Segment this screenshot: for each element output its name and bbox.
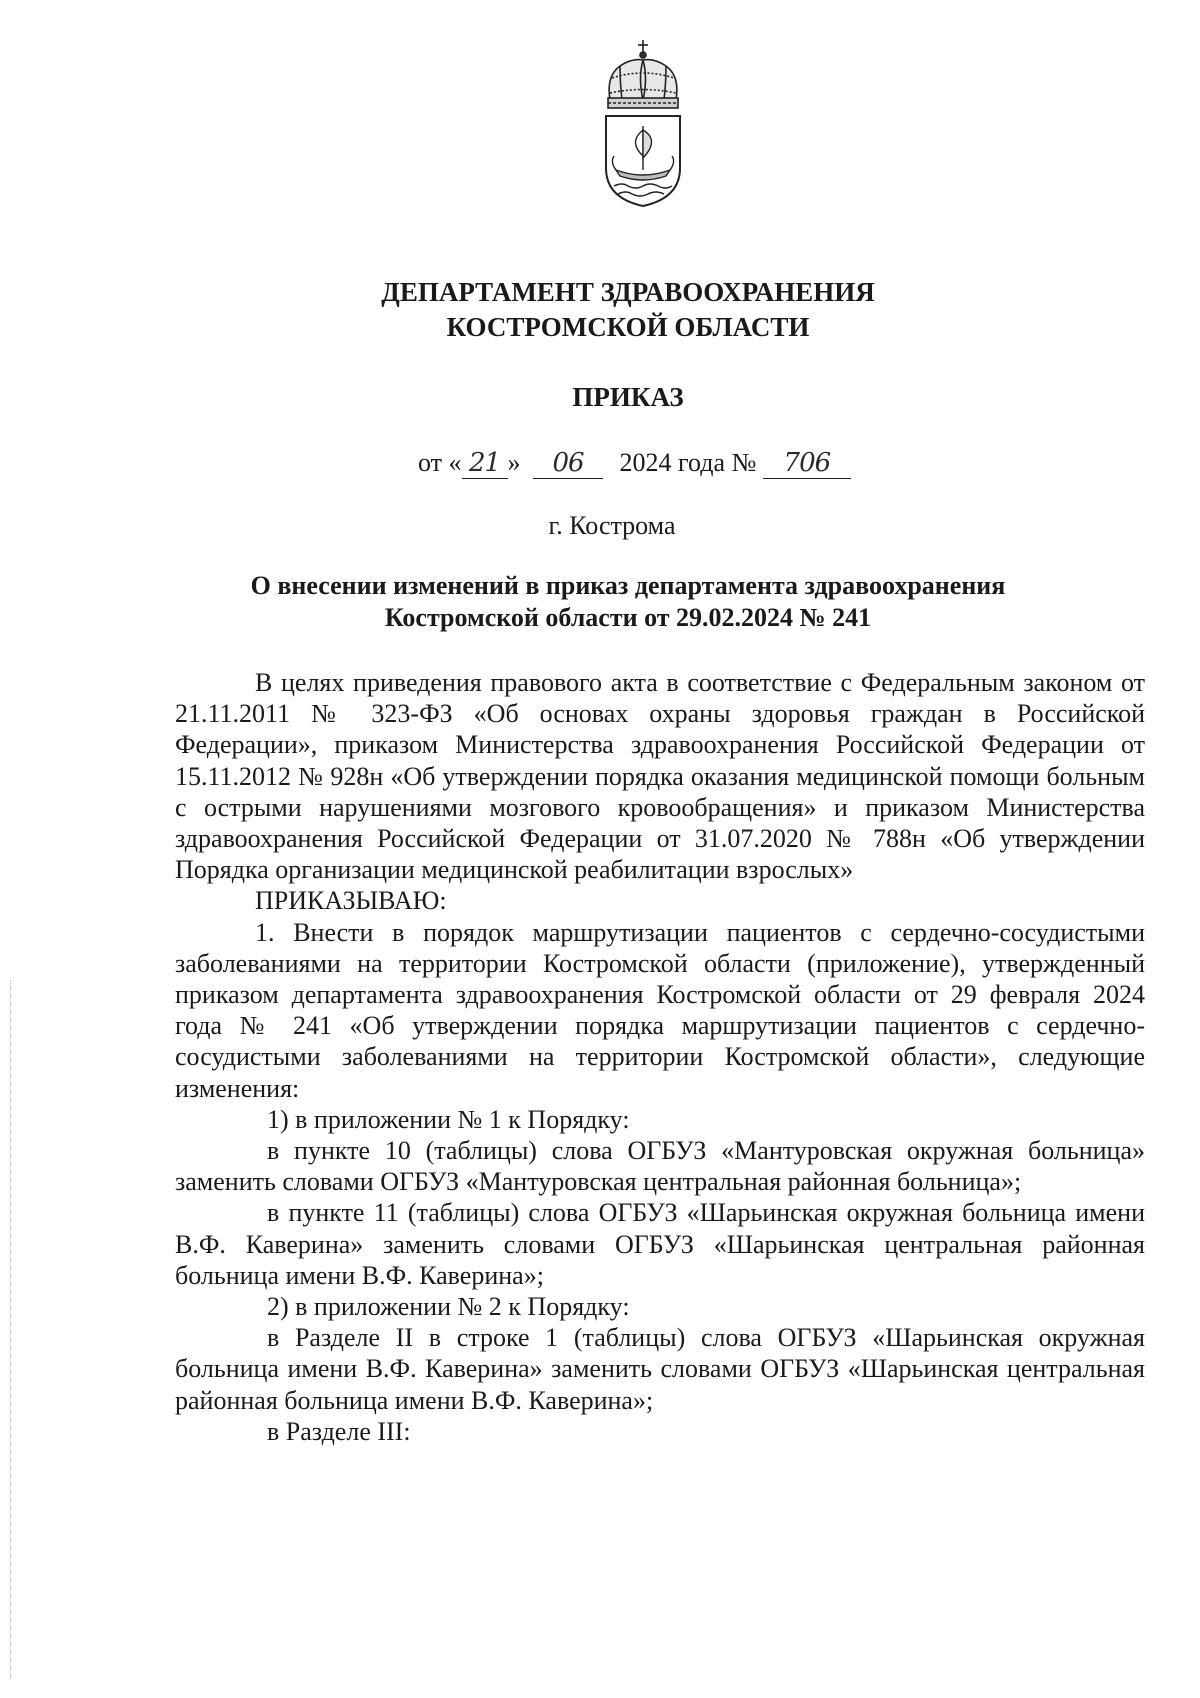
subitem-2-heading: 2) в приложении № 2 к Порядку: — [267, 1292, 630, 1322]
subitem-1-point-10: в пункте 10 (таблицы) слова ОГБУЗ «Мантуровская окружная больница» заменить словами ОГБУЗ «Мантуровская центральная районная больница»; — [175, 1136, 1145, 1197]
order-word: ПРИКАЗЫВАЮ: — [255, 886, 447, 916]
kostroma-coat-of-arms-icon — [598, 38, 688, 208]
item-1-paragraph: 1. Внести в порядок маршрутизации пациентов с сердечно-сосудистыми заболеваниями на территории Костромской области (приложение), утвержденный приказом департамента здравоохранения Костромской области от 29 февраля 2024 года № 241 «Об утверждении порядка маршрутизации пациентов с сердечно-сосудистыми заболеваниями на территории Костромской области», следующие изменения: — [175, 917, 1145, 1103]
order-number-handwritten: 706 — [763, 448, 851, 479]
subject-line-2: Костромской области от 29.02.2024 № 241 — [384, 603, 872, 632]
city: г. Кострома — [548, 511, 676, 540]
scan-edge-artifact — [10, 980, 12, 1680]
department-line-2: КОСТРОМСКОЙ ОБЛАСТИ — [446, 312, 810, 342]
subitem-2-section-3: в Разделе III: — [267, 1416, 411, 1446]
order-subject — [0, 570, 1200, 634]
department-name — [0, 275, 1200, 345]
date-mid: » — [507, 448, 521, 477]
date-prefix: от « — [418, 448, 462, 477]
department-line-1: ДЕПАРТАМЕНТ ЗДРАВООХРАНЕНИЯ — [381, 277, 875, 307]
subitem-1-point-11: в пункте 11 (таблицы) слова ОГБУЗ «Шарьинская окружная больница имени В.Ф. Каверина» заменить словами ОГБУЗ «Шарьинская центральная районная больница имени В.Ф. Каверина»; — [175, 1198, 1145, 1290]
date-day-handwritten: 21 — [462, 448, 508, 479]
document-type-title: ПРИКАЗ — [572, 382, 684, 412]
subitem-2-section-2: в Разделе II в строке 1 (таблицы) слова ОГБУЗ «Шарьинская окружная больница имени В.Ф. Каверина» заменить словами ОГБУЗ «Шарьинская центральная районная больница имени В.Ф. Каверина»; — [175, 1323, 1145, 1415]
order-date-line — [418, 448, 851, 479]
order-body — [175, 667, 1145, 1447]
subject-line-1: О внесении изменений в приказ департамента здравоохранения — [250, 571, 1006, 600]
preamble-paragraph: В целях приведения правового акта в соответствие с Федеральным законом от 21.11.2011 № 323-ФЗ «Об основах охраны здоровья граждан в Российской Федерации», приказом Министерства здравоохранения Российской Федерации от 15.11.2012 № 928н «Об утверждении порядка оказания медицинской помощи больным с острыми нарушениями мозгового кровообращения» и приказом Министерства здравоохранения Российской Федерации от 31.07.2020 № 788н «Об утверждении Порядка организации медицинской реабилитации взрослых» — [175, 668, 1145, 885]
date-year-text: 2024 года № — [619, 448, 757, 477]
subitem-1-heading: 1) в приложении № 1 к Порядку: — [267, 1104, 630, 1134]
date-month-handwritten: 06 — [533, 448, 603, 479]
